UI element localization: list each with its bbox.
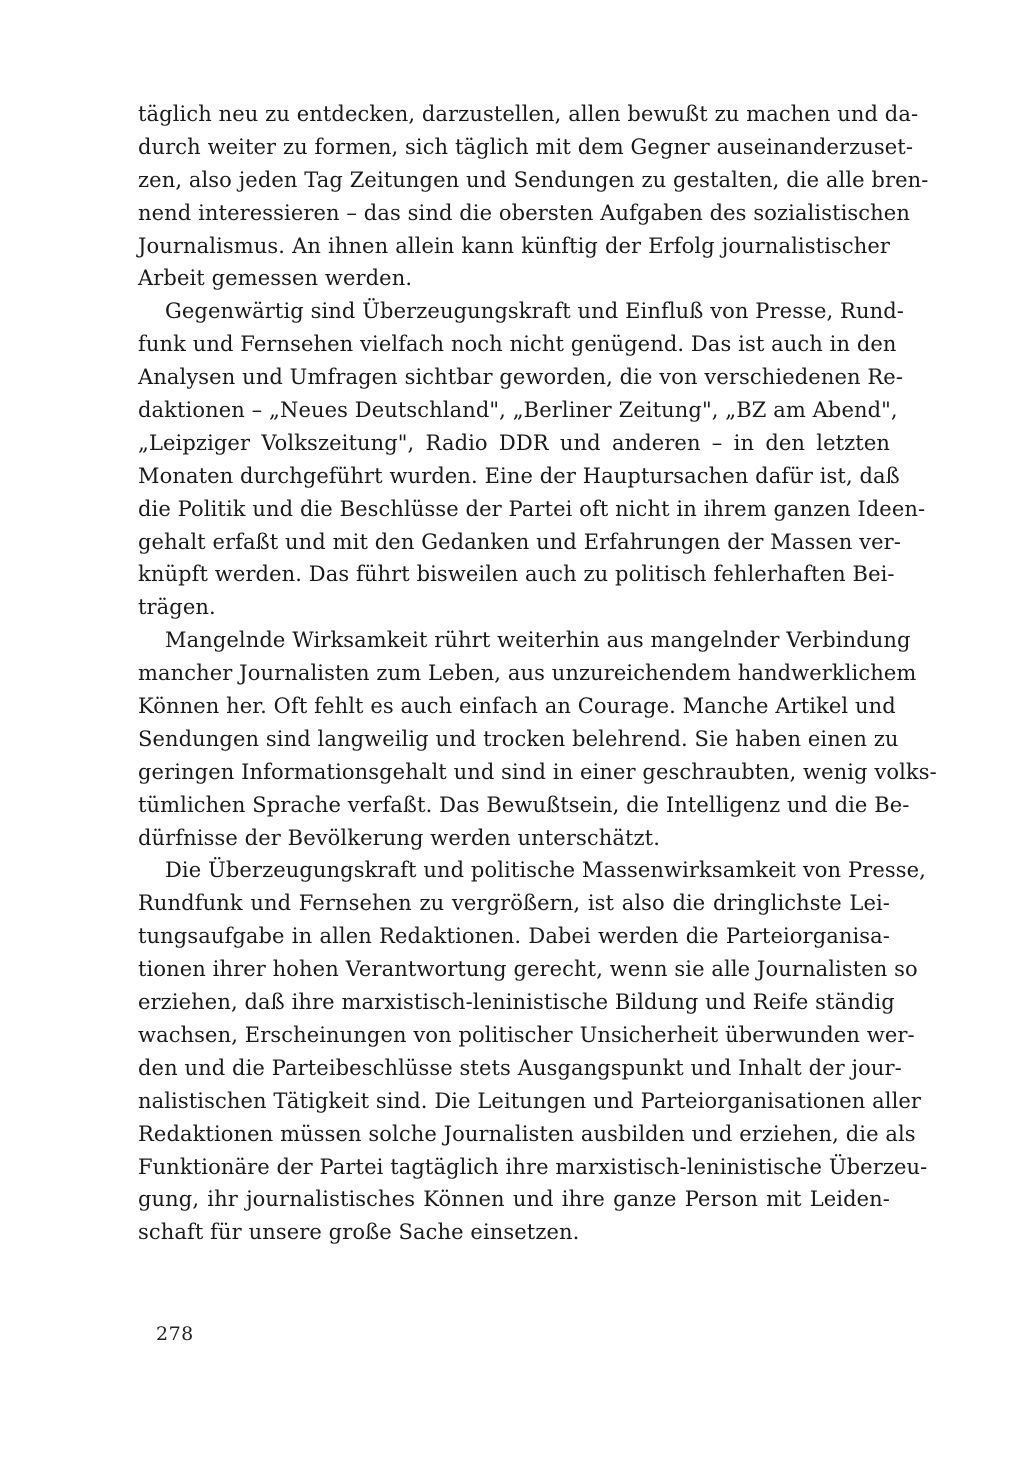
text-line: wachsen, Erscheinungen von politischer Unsicherheit überwunden wer- [138,1022,915,1047]
text-line: erziehen, daß ihre marxistisch-leninistische Bildung und Reife ständig [138,990,895,1015]
text-line: daktionen – „Neues Deutschland", „Berliner Zeitung", „BZ am Abend", [138,398,898,423]
paragraph [138,295,926,624]
paragraph [138,624,937,854]
text-line: mancher Journalisten zum Leben, aus unzureichendem handwerklichem [138,661,917,686]
text-line: knüpft werden. Das führt bisweilen auch zu politisch fehlerhaften Bei- [138,562,895,587]
text-line: dürfnisse der Bevölkerung werden unterschätzt. [138,825,660,850]
page-number: 278 [156,1323,194,1345]
text-line: trägen. [138,595,216,620]
text-line: Analysen und Umfragen sichtbar geworden, die von verschiedenen Re- [138,365,904,390]
text-line: Die Überzeugungskraft und politische Massenwirksamkeit von Presse, [165,858,926,883]
text-line: geringen Informationsgehalt und sind in einer geschraubten, wenig volks- [138,759,937,784]
text-line: die Politik und die Beschlüsse der Partei oft nicht in ihrem ganzen Ideen- [138,496,926,521]
text-line: tionen ihrer hohen Verantwortung gerecht, wenn sie alle Journalisten so [138,957,918,982]
text-line: funk und Fernsehen vielfach noch nicht genügend. Das ist auch in den [138,332,897,357]
text-line: durch weiter zu formen, sich täglich mit dem Gegner auseinanderzuset- [138,134,914,159]
text-line: zen, also jeden Tag Zeitungen und Sendungen zu gestalten, die alle bren- [138,167,929,192]
text-line: Sendungen sind langweilig und trocken belehrend. Sie haben einen zu [138,726,899,751]
text-line: Können her. Oft fehlt es auch einfach an Courage. Manche Artikel und [138,694,896,719]
paragraph [138,854,928,1249]
text-line: Monaten durchgeführt wurden. Eine der Hauptursachen dafür ist, daß [138,463,900,488]
text-line: Funktionäre der Partei tagtäglich ihre marxistisch-leninistische Überzeu- [138,1154,928,1179]
text-line: nalistischen Tätigkeit sind. Die Leitungen und Parteiorganisationen aller [138,1088,922,1113]
text-line: gung, ihr journalistisches Können und ihre ganze Person mit Leiden- [138,1187,890,1212]
text-line: nend interessieren – das sind die obersten Aufgaben des sozialistischen [138,200,910,225]
text-line: Redaktionen müssen solche Journalisten ausbilden und erziehen, die als [138,1121,916,1146]
text-line: täglich neu zu entdecken, darzustellen, allen bewußt zu machen und da- [138,102,919,126]
text-line: Gegenwärtig sind Überzeugungskraft und Einfluß von Presse, Rund- [165,299,904,324]
text-line: tungsaufgabe in allen Redaktionen. Dabei werden die Parteiorganisa- [138,924,890,949]
text-line: Rundfunk und Fernsehen zu vergrößern, ist also die dringlichste Lei- [138,891,890,916]
text-line: gehalt erfaßt und mit den Gedanken und Erfahrungen der Massen ver- [138,529,901,554]
text-line: schaft für unsere große Sache einsetzen. [138,1220,580,1245]
text-line: Mangelnde Wirksamkeit rührt weiterhin aus mangelnder Verbindung [165,628,911,653]
text-line: „Leipziger Volkszeitung", Radio DDR und anderen – in den letzten [138,430,890,455]
text-line: Journalismus. An ihnen allein kann künftig der Erfolg journalistischer [138,233,890,258]
text-line: Arbeit gemessen werden. [138,266,413,291]
body-text [138,98,937,1249]
text-line: tümlichen Sprache verfaßt. Das Bewußtsein, die Intelligenz und die Be- [138,792,910,817]
text-line: den und die Parteibeschlüsse stets Ausgangspunkt und Inhalt der jour- [138,1055,902,1080]
paragraph [138,98,929,295]
